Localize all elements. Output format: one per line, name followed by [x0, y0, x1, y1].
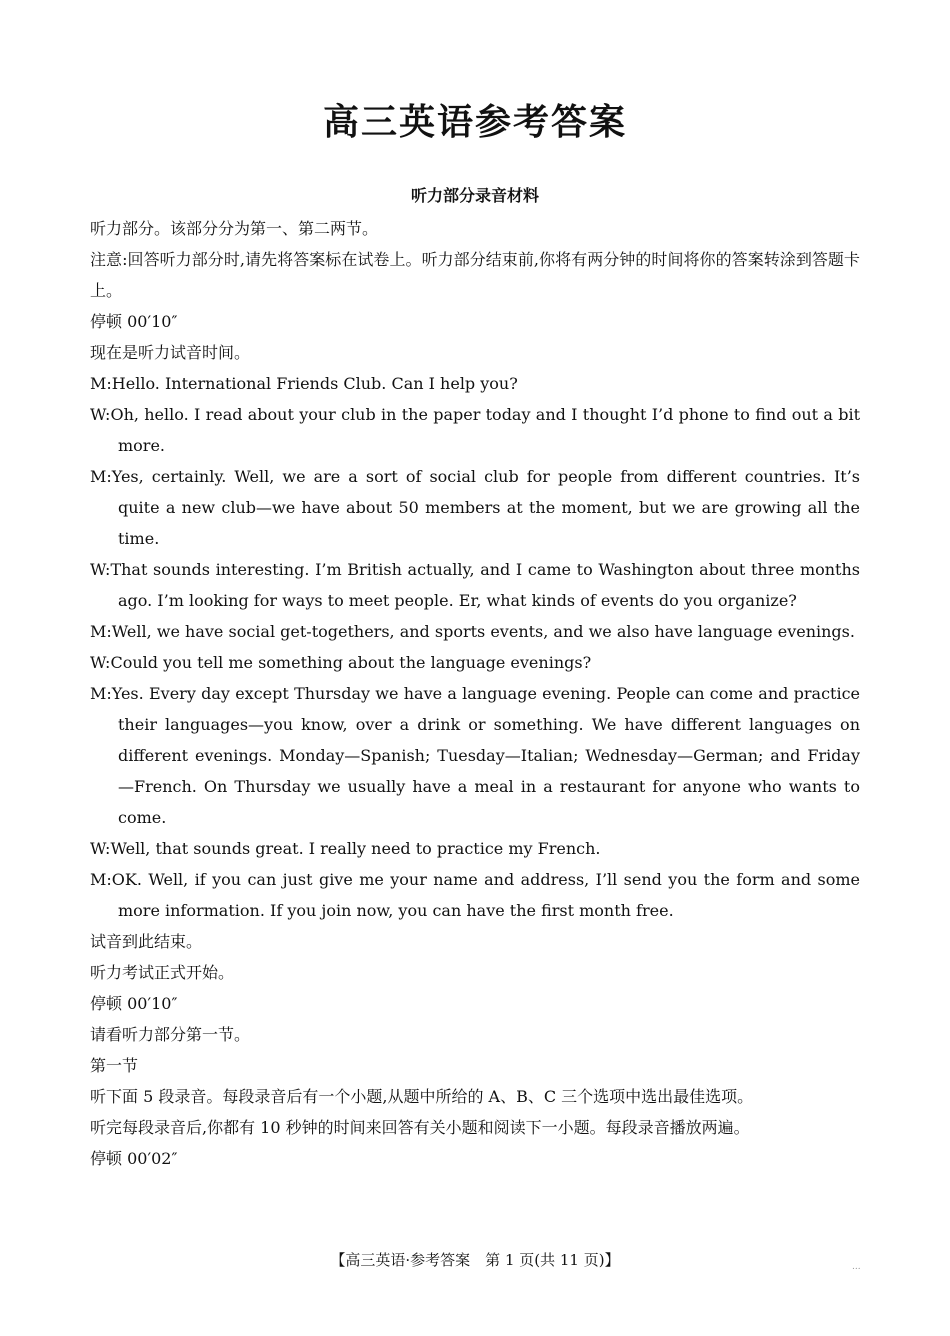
dialogue-text: Hello. International Friends Club. Can I help you?	[111, 374, 518, 393]
pause-line: 停顿 00′10″	[90, 312, 178, 331]
dialogue-text: OK. Well, if you can just give me your name and address, I’ll send you the form and some more information. If you join now, you can have the first month free.	[111, 870, 860, 920]
pause-line: 停顿 00′10″	[90, 994, 178, 1013]
speaker-label: W:	[90, 839, 111, 858]
dialogue-turn	[90, 678, 860, 833]
instruction-line: 听下面 5 段录音。每段录音后有一个小题,从题中所给的 A、B、C 三个选项中选出最佳选项。	[90, 1087, 754, 1106]
speaker-label: M:	[90, 870, 112, 889]
speaker-label: W:	[90, 653, 111, 672]
section-heading: 第一节	[90, 1056, 139, 1075]
dialogue-text: Oh, hello. I read about your club in the paper today and I thought I’d phone to find out a bit more.	[110, 405, 860, 455]
pause-line: 停顿 00′02″	[90, 1149, 178, 1168]
dialogue-text: Well, we have social get-togethers, and sports events, and we also have language evenings.	[111, 622, 855, 641]
speaker-label: W:	[90, 560, 111, 579]
page-footer: 【高三英语·参考答案 第 1 页(共 11 页)】	[330, 1251, 620, 1269]
dialogue-turn	[90, 616, 860, 647]
dialogue-turn	[90, 554, 860, 616]
speaker-label: W:	[90, 405, 111, 424]
intro-line: 听力部分。该部分分为第一、第二两节。	[90, 219, 379, 238]
dialogue-turn	[90, 399, 860, 461]
dialogue-text: Well, that sounds great. I really need to practice my French.	[110, 839, 601, 858]
corner-mark: ...	[852, 1262, 861, 1272]
intro-line: 注意:回答听力部分时,请先将答案标在试卷上。听力部分结束前,你将有两分钟的时间将你的答案转涂到答题卡上。	[90, 250, 860, 300]
speaker-label: M:	[90, 684, 112, 703]
dialogue-turn	[90, 864, 860, 926]
speaker-label: M:	[90, 622, 112, 641]
speaker-label: M:	[90, 467, 112, 486]
page-title: 高三英语参考答案	[322, 102, 627, 143]
instruction-line: 试音到此结束。	[90, 932, 203, 951]
instruction-line: 听完每段录音后,你都有 10 秒钟的时间来回答有关小题和阅读下一小题。每段录音播放两遍。	[90, 1118, 750, 1137]
speaker-label: M:	[90, 374, 112, 393]
instruction-line: 听力考试正式开始。	[90, 963, 235, 982]
intro-line: 现在是听力试音时间。	[90, 343, 251, 362]
dialogue-turn	[90, 647, 860, 678]
section-subtitle: 听力部分录音材料	[410, 186, 539, 205]
document-body	[90, 213, 860, 1174]
dialogue-text: That sounds interesting. I’m British actually, and I came to Washington about three months ago. I’m looking for ways to meet people. Er, what kinds of events do you organize?	[110, 560, 860, 610]
dialogue-text: Yes, certainly. Well, we are a sort of social club for people from different countries. It’s quite a new club—we have about 50 members at the moment, but we are growing all the time.	[111, 467, 860, 548]
dialogue-turn	[90, 461, 860, 554]
dialogue-turn	[90, 368, 860, 399]
dialogue-text: Could you tell me something about the language evenings?	[110, 653, 592, 672]
dialogue-text: Yes. Every day except Thursday we have a language evening. People can come and practice their languages—you know, over a drink or something. We have different languages on different evenings. Monday—Spanish; Tuesday—Italian; Wednesday—German; and Friday—French. On Thursday we usually have a meal in a restaurant for anyone who wants to come.	[111, 684, 860, 827]
dialogue-turn	[90, 833, 860, 864]
instruction-line: 请看听力部分第一节。	[90, 1025, 251, 1044]
